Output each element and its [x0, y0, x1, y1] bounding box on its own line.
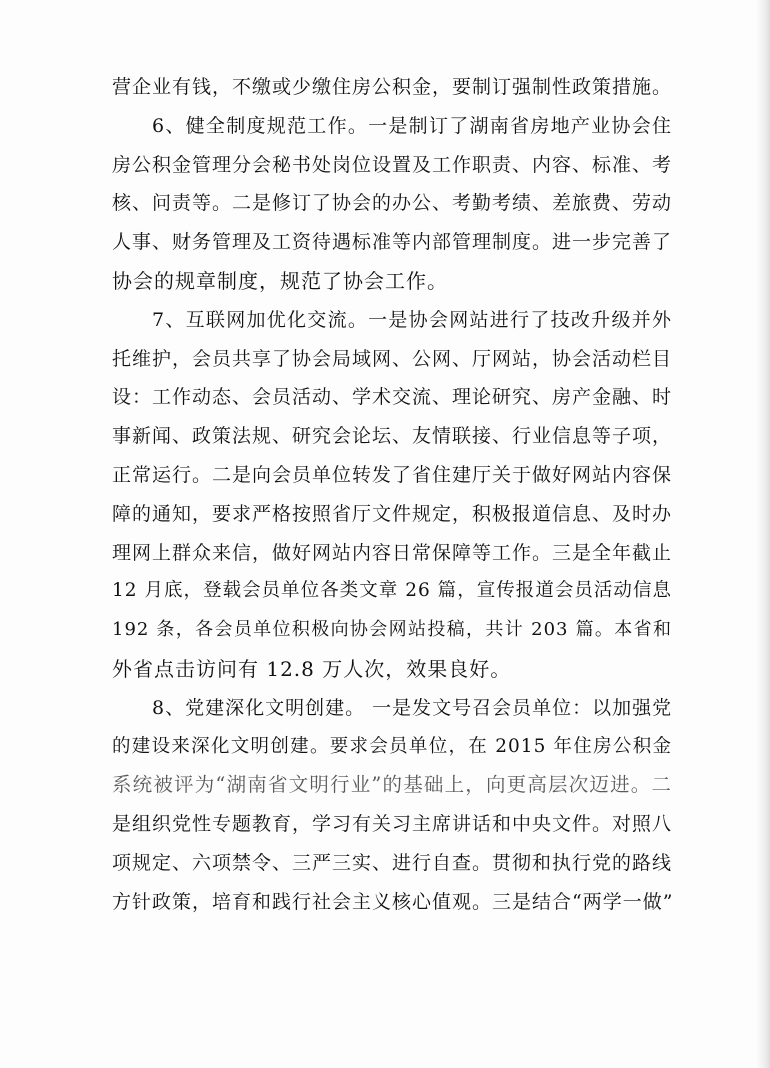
text-line: 事新闻、政策法规、研究会论坛、友情联接、行业信息等子项，: [112, 425, 673, 448]
page-edge-shadow: [756, 0, 770, 1068]
text-line: 项规定、六项禁令、三严三实、进行自查。贯彻和执行党的路线: [112, 851, 673, 874]
text-line: 障的通知，要求严格按照省厅文件规定，积极报道信息、及时办: [112, 502, 673, 525]
text-line: 正常运行。二是向会员单位转发了省住建厅关于做好网站内容保: [112, 463, 673, 486]
text-line: 协会的规章制度，规范了协会工作。: [112, 268, 448, 293]
text-line: 12 月底，登载会员单位各类文章 26 篇，宣传报道会员活动信息: [112, 580, 672, 602]
text-line: 的建设来深化文明创建。要求会员单位，在 2015 年住房公积金: [112, 735, 672, 757]
text-line: 托维护，会员共享了协会局域网、公网、厅网站，协会活动栏目: [112, 347, 673, 370]
text-line: 是组织党性专题教育，学习有关习主席讲话和中央文件。对照八: [112, 813, 673, 836]
text-line: 营企业有钱，不缴或少缴住房公积金，要制订强制性政策措施。: [112, 76, 673, 98]
text-line: 设：工作动态、会员活动、学术交流、理论研究、房产金融、时: [112, 386, 673, 409]
text-line: 核、问责等。二是修订了协会的办公、考勤考绩、差旅费、劳动: [112, 192, 673, 215]
text-line: 房公积金管理分会秘书处岗位设置及工作职责、内容、标准、考: [112, 153, 673, 176]
section-7-heading-line: 7、互联网加优化交流。一是协会网站进行了技改升级并外: [152, 308, 672, 331]
text-line: 外省点击访问有 12.8 万人次，效果良好。: [112, 656, 512, 681]
text-line: 方针政策，培育和践行社会主义核心值观。三是结合“两学一做”: [112, 890, 674, 913]
text-line: 人事、财务管理及工资待遇标准等内部管理制度。进一步完善了: [112, 231, 673, 254]
document-body: [112, 68, 672, 922]
text-line: 系统被评为“湖南省文明行业”的基础上，向更高层次迈进。二: [112, 773, 672, 797]
section-6-heading-line: 6、健全制度规范工作。一是制订了湖南省房地产业协会住: [152, 114, 672, 137]
section-8-heading-line: 8、党建深化文明创建。 一是发文号召会员单位：以加强党: [152, 696, 673, 719]
text-line: 192 条，各会员单位积极向协会网站投稿，共计 203 篇。本省和: [112, 619, 672, 641]
text-line: 理网上群众来信，做好网站内容日常保障等工作。三是全年截止: [112, 541, 673, 564]
